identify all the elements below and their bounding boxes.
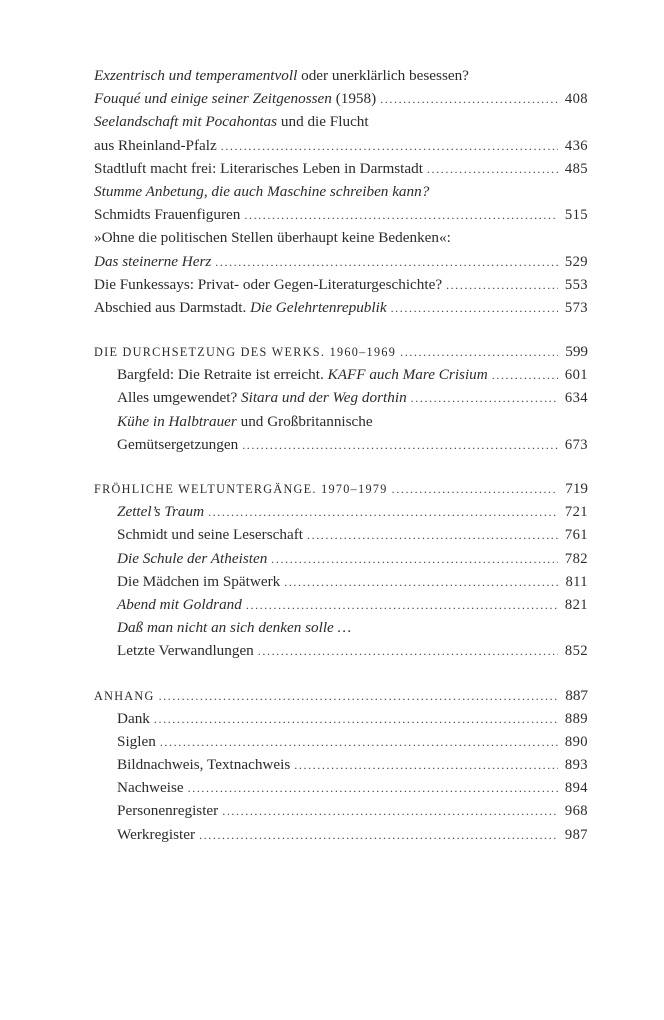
dot-leader	[258, 640, 558, 662]
dot-leader	[391, 297, 558, 319]
entry-title	[117, 753, 290, 776]
dot-leader	[221, 135, 558, 157]
page-number: 889	[564, 710, 588, 727]
toc-entry	[94, 410, 588, 433]
toc-entry	[94, 87, 588, 110]
entry-title-segment: Gemütsergetzungen	[117, 435, 239, 453]
entry-title	[94, 273, 442, 296]
page-number: 436	[564, 137, 588, 154]
toc-entry	[94, 226, 588, 249]
toc-entry	[94, 386, 588, 409]
dot-leader	[208, 501, 558, 523]
toc-entry	[94, 799, 588, 822]
entry-title-segment: Schmidts Frauenfiguren	[94, 206, 241, 224]
toc-section	[94, 684, 588, 846]
toc-entry	[94, 273, 588, 296]
page-number: 529	[564, 253, 588, 270]
entry-title	[94, 250, 211, 273]
entry-title	[117, 386, 407, 409]
toc-entry	[94, 753, 588, 776]
toc-entry	[94, 203, 588, 226]
page-number: 408	[564, 91, 588, 108]
page-number: 782	[564, 550, 588, 567]
dot-leader	[427, 158, 558, 180]
entry-title	[117, 823, 195, 846]
entry-title-segment: Werkregister	[117, 825, 196, 843]
entry-title-segment: und Großbritannische	[236, 412, 373, 430]
entry-title	[117, 730, 156, 753]
dot-leader	[160, 731, 558, 753]
entry-title-segment: oder unerklärlich besessen?	[297, 67, 469, 84]
dot-leader	[392, 478, 558, 500]
entry-title	[117, 799, 218, 822]
dot-leader	[284, 571, 558, 593]
entry-title-segment: (1958)	[331, 90, 377, 108]
page-number: 515	[564, 207, 588, 224]
dot-leader	[246, 594, 558, 616]
dot-leader	[215, 251, 558, 273]
toc-entry	[94, 547, 588, 570]
dot-leader	[400, 341, 558, 363]
page-number: 601	[564, 367, 588, 384]
dot-leader	[492, 364, 558, 386]
page-number: 821	[564, 596, 588, 613]
page-number: 761	[564, 527, 588, 544]
dot-leader	[154, 708, 558, 730]
page-number: 673	[564, 436, 588, 453]
entry-title-segment: Die Mädchen im Spätwerk	[117, 572, 281, 590]
entry-title-segment: Das steinerne Herz	[94, 252, 212, 270]
entry-title-segment: und die Flucht	[277, 113, 369, 131]
page-number: 894	[564, 780, 588, 797]
dot-leader	[411, 387, 558, 409]
toc-entry	[94, 250, 588, 273]
dot-leader	[242, 434, 558, 456]
toc-entry	[94, 730, 588, 753]
dot-leader	[294, 754, 558, 776]
toc-entry	[94, 616, 588, 639]
toc-entry	[94, 593, 588, 616]
toc-entry	[94, 363, 588, 386]
page-number: 968	[564, 803, 588, 820]
toc-entry	[94, 570, 588, 593]
dot-leader	[188, 777, 558, 799]
dot-leader	[199, 824, 558, 846]
page-number: 634	[564, 390, 588, 407]
page-number: 890	[564, 733, 588, 750]
entry-title	[117, 500, 204, 523]
section-heading-title: FRÖHLICHE WELTUNTERGÄNGE. 1970–1979	[94, 482, 388, 496]
entry-title-segment: Dank	[117, 709, 150, 727]
entry-title-segment: Die Funkessays: Privat- oder Gegen-Literaturgeschichte?	[94, 275, 443, 293]
entry-title	[94, 296, 387, 319]
toc-entry	[94, 296, 588, 319]
entry-title	[94, 87, 376, 110]
toc-entry	[94, 707, 588, 730]
entry-title-segment: Zettel’s Traum	[117, 503, 205, 521]
toc-entry	[94, 433, 588, 456]
entry-title-segment: Stumme Anbetung, die auch Maschine schreiben kann?	[94, 182, 430, 200]
entry-title-segment: Sitara und der Weg dorthin	[241, 389, 407, 407]
entry-title-segment: Bildnachweis, Textnachweis	[117, 756, 291, 774]
page-number: 852	[564, 643, 588, 660]
toc-entry	[94, 823, 588, 846]
entry-title-segment: Letzte Verwandlungen	[117, 642, 254, 660]
entry-title	[94, 134, 217, 157]
entry-title-segment: Fouqué und einige seiner Zeitgenossen	[94, 90, 332, 108]
dot-leader	[307, 524, 558, 546]
entry-title	[117, 523, 303, 546]
entry-title	[117, 639, 254, 662]
page-number: 553	[564, 276, 588, 293]
entry-title-segment: Siglen	[117, 732, 156, 750]
entry-title-segment: Personenregister	[117, 802, 219, 820]
entry-title-segment: Daß man nicht an sich denken solle …	[117, 619, 352, 637]
table-of-contents	[94, 64, 588, 846]
toc-entry	[94, 64, 588, 87]
section-heading	[94, 340, 588, 363]
toc-section	[94, 477, 588, 663]
entry-title-segment: Kühe in Halbtrauer	[117, 412, 237, 430]
entry-title	[117, 776, 184, 799]
entry-title	[117, 547, 267, 570]
dot-leader	[380, 88, 558, 110]
entry-title-segment: Schmidt und seine Leserschaft	[117, 526, 303, 544]
page-number: 573	[564, 299, 588, 316]
dot-leader	[159, 685, 558, 707]
page-number: 811	[565, 573, 588, 590]
entry-title-segment: Seelandschaft mit Pocahontas	[94, 113, 278, 131]
page-number: 719	[565, 480, 588, 497]
entry-title	[117, 413, 373, 430]
page-number: 987	[564, 826, 588, 843]
entry-title	[94, 203, 240, 226]
entry-title	[94, 157, 423, 180]
entry-title-segment: aus Rheinland-Pfalz	[94, 136, 217, 154]
entry-title	[117, 619, 351, 636]
toc-section	[94, 340, 588, 456]
entry-title-segment: Alles umgewendet?	[117, 389, 241, 407]
entry-title	[117, 707, 150, 730]
entry-title	[117, 363, 488, 386]
entry-title	[94, 229, 451, 246]
entry-title-segment: »Ohne die politischen Stellen überhaupt keine Bedenken«:	[94, 229, 451, 247]
toc-section	[94, 64, 588, 319]
dot-leader	[222, 800, 558, 822]
dot-leader	[244, 204, 558, 226]
section-heading-title: DIE DURCHSETZUNG DES WERKS. 1960–1969	[94, 345, 397, 360]
entry-title	[94, 113, 369, 130]
entry-title	[117, 570, 280, 593]
toc-entry	[94, 134, 588, 157]
dot-leader	[446, 274, 558, 296]
section-heading-title: ANHANG	[94, 688, 155, 703]
section-heading	[94, 684, 588, 707]
page-number: 721	[564, 504, 588, 521]
dot-leader	[271, 548, 558, 570]
page-number: 893	[564, 757, 588, 774]
toc-entry	[94, 776, 588, 799]
section-heading	[94, 477, 588, 500]
page-number: 599	[565, 343, 588, 361]
entry-title-segment: Die Gelehrtenrepublik	[250, 298, 387, 316]
entry-title-segment: Abschied aus Darmstadt.	[94, 298, 251, 316]
toc-entry	[94, 157, 588, 180]
toc-entry	[94, 110, 588, 133]
toc-entry	[94, 523, 588, 546]
entry-title-segment: KAFF auch Mare Crisium	[327, 366, 488, 384]
toc-entry	[94, 639, 588, 662]
entry-title-segment: Exzentrisch und temperamentvoll	[94, 67, 298, 84]
entry-title-segment: Die Schule der Atheisten	[117, 549, 268, 567]
entry-title-segment: Bargfeld: Die Retraite ist erreicht.	[117, 366, 328, 384]
entry-title	[94, 183, 429, 200]
entry-title	[94, 67, 469, 84]
entry-title	[117, 433, 238, 456]
page-number: 485	[564, 160, 588, 177]
page-number: 887	[565, 686, 588, 704]
entry-title	[117, 593, 242, 616]
toc-entry	[94, 500, 588, 523]
entry-title-segment: Stadtluft macht frei: Literarisches Leben in Darmstadt	[94, 159, 423, 177]
entry-title-segment: Nachweise	[117, 779, 184, 797]
entry-title-segment: Abend mit Goldrand	[117, 595, 242, 613]
toc-entry	[94, 180, 588, 203]
